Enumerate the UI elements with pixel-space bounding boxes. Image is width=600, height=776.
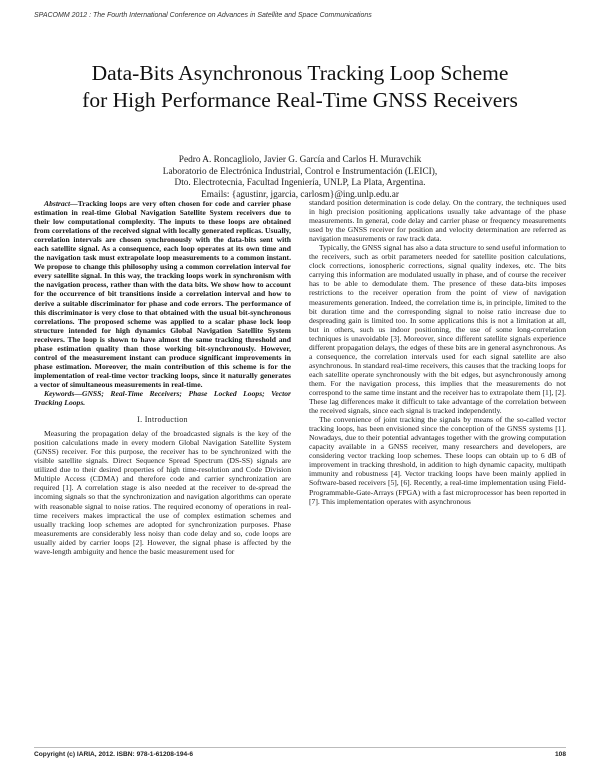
footer-copyright: Copyright (c) IARIA, 2012. ISBN: 978-1-61208-194-6 (34, 751, 194, 758)
keywords (34, 389, 291, 407)
left-column (34, 199, 291, 556)
keywords-lead: Keywords— (44, 388, 82, 398)
author-block (0, 155, 600, 201)
author-emails: Emails: {agustinr, jgarcia, carlosm}@ing.unlp.edu.ar (201, 189, 399, 200)
conference-header: SPACOMM 2012 : The Fourth International Conference on Advances in Satellite and Space Communications (34, 12, 372, 19)
section-heading-introduction: I. Introduction (137, 415, 188, 425)
abstract (34, 199, 291, 389)
abstract-lead: Abstract— (44, 199, 78, 208)
right-column (309, 198, 566, 506)
right-paragraph-0: standard position determination is code delay. On the contrary, the techniques used in high precision positioning applications usually take advantage of the phase measurements. In general, code delay and carrier phase or frequency measurements used by the GNSS receiver for position and velocity determination are referred as navigation measurements or raw track data. (309, 198, 566, 244)
footer-divider (34, 747, 566, 748)
page-number: 108 (554, 751, 566, 758)
paper-title (0, 60, 600, 114)
abstract-text: Tracking loops are very often chosen for code and carrier phase estimation in real-time Global Navigation Satellite System receivers due to their low computational complexity. The inputs to these loops are obtained from correlations of the received signal with locally generated replicas. Usually, correlation intervals are chosen synchronously with the data-bits sent with each satellite signal. As a consequence, each loop operates at its own time and the navigation task must extrapolate loop measurements to a common instant. We propose to change this philosophy using a common correlation interval for every satellite signal. In this way, the tracking loops work in synchronism with the navigation process, rather than with the data bits. We show how to account for the occurrence of bit transitions inside a correlation interval and how to derive a suitable discriminator for phase and code errors. The performance of this discriminator is very close to that obtained with the usual bit-synchronous correlations. The proposed scheme was applied to a scalar phase lock loop structure intended for high dynamics Global Navigation Satellite System receivers. The loop is shown to have almost the same tracking threshold and phase estimation quality than those working bit-synchronously. However, control of the measurement instant can produce significant improvements in phase estimation. Moreover, the main contribution of this scheme is for the implementation of real-time vector tracking loops, since it naturally generates a vector of simultaneous measurements in real-time. (34, 199, 291, 389)
right-paragraph-1: Typically, the GNSS signal has also a data structure to send useful information to the receivers, such as orbit parameters needed for satellite position calculations, clock corrections, ionospheric corrections, signal quality indexes, etc. The bits carrying this information are modulated usually in phase, and of course the receiver has to be able to demodulate them. The presence of these data-bits imposes restrictions to the receiver operation from the point of view of navigation measurements generation. Indeed, the correlation time is, in principle, limited to the bit duration time and the corresponding signal to noise ratio increase due to despreading gain is limited too. In some applications this is not a limitation at all, but in others, such us indoor positioning, the use of some long-correlation techniques is unavoidable [3]. Moreover, since different satellite signals experience different propagation delays, the edges of these bits are in general asynchronous. As a consequence, the correlation intervals used for each signal satellite are also asynchronous. In standard real-time receivers, this causes that the tracking loops for each satellite operate synchronously with the bit edges, but asynchronously among them. For the navigation process, this implies that the measurements do not correspond to the same time instant and the receiver has to extrapolate them [1], [2]. These lag differences make it difficult to take advantage of the correlation between the received signals, since each signal is tracked independently. (309, 243, 566, 416)
affiliation-line-1: Laboratorio de Electrónica Industrial, Control e Instrumentación (LEICI), (162, 166, 438, 177)
right-paragraph-2: The convenience of joint tracking the signals by means of the so-called vector tracking loops, has been envisioned since the conception of the GNSS systems [1]. Nowadays, due to their potential advantages together with the growing computation capacity available in a GNSS receiver, many researchers and developers, are considering vector tracking loop schemes. These loops can obtain up to 6 dB of improvement in tracking threshold, in addition to high dynamic capacity, multipath immunity and robustness [4]. Vector tracking loops have been mainly applied in Software-based receivers [5], [6]. Recently, a real-time implementation using Field-Programmable-Gate-Arrays (FPGA) with a fast microprocessor has been reported in [7]. This implementation operates with asynchronous (309, 415, 566, 506)
title-line-1: Data-Bits Asynchronous Tracking Loop Scheme (91, 61, 509, 85)
author-names: Pedro A. Roncagliolo, Javier G. García and Carlos H. Muravchik (178, 155, 422, 165)
title-line-2: for High Performance Real-Time GNSS Receivers (82, 88, 518, 112)
keywords-text: GNSS; Real-Time Receivers; Phase Locked Loops; Vector Tracking Loops. (34, 388, 291, 408)
intro-paragraph-1: Measuring the propagation delay of the broadcasted signals is the key of the position calculations made in every modern Global Navigation Satellite System (GNSS) receiver. For this purpose, the receiver has to be synchronized with the visible satellite signals. Direct Sequence Spread Spectrum (DS-SS) signals are utilized due to their desired properties of high time-resolution and Code Division Multiple Access (CDMA) and therefore code and carrier synchronization are required [1]. A correlation stage is also needed at the receiver to de-spread the incoming signals so that the synchronization and navigation algorithms can operate with reasonable signal to noise ratios. The required economy of operations in real-time receivers makes impractical the use of complex estimation schemes and usually tracking loop schemes are adopted for synchronization purposes. Phase measurements are considerably less noisy than code delay and so, code loops are usually aided by carrier loops [2]. However, the signal phase is affected by the wave-length ambiguity and hence the basic measurement used for (34, 429, 291, 556)
affiliation-line-2: Dto. Electrotecnia, Facultad Ingeniería, UNLP, La Plata, Argentina. (174, 178, 426, 189)
